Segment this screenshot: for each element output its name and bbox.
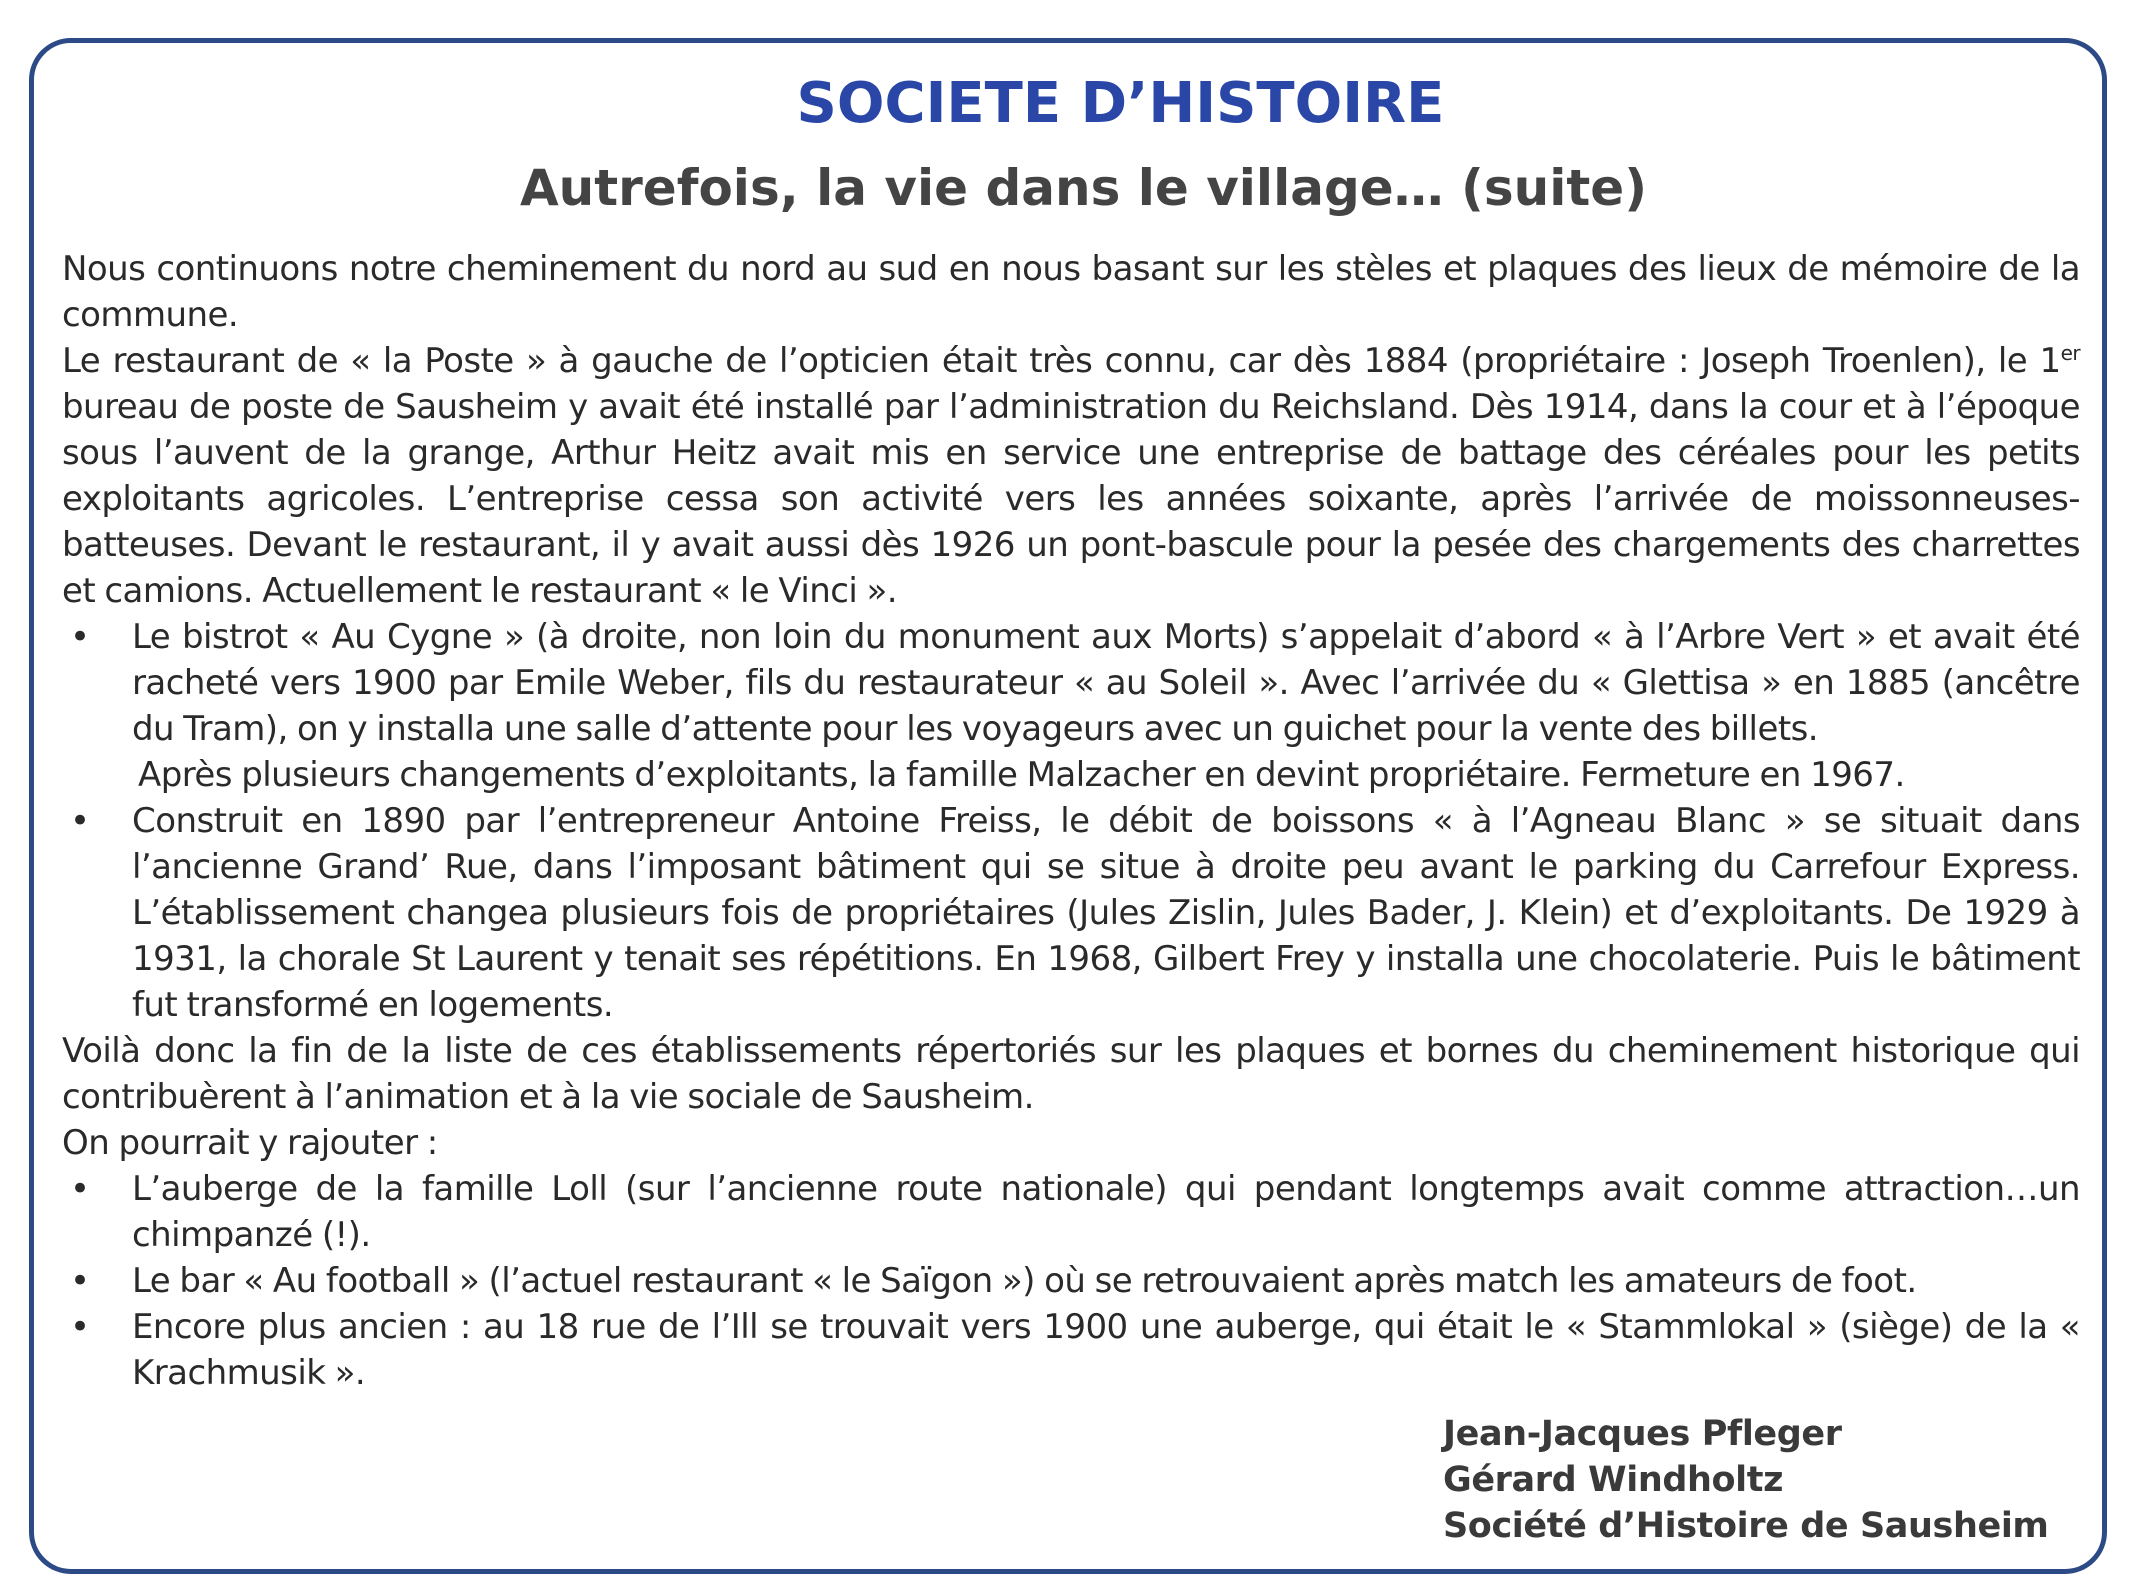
- loll-paragraph: L’auberge de la famille Loll (sur l’ancienne route nationale) qui pendant longtemps avait comme attraction…un chimpanzé (!).: [132, 1169, 2080, 1255]
- football-paragraph: Le bar « Au football » (l’actuel restaurant « le Saïgon ») où se retrouvaient après match les amateurs de foot.: [132, 1261, 1917, 1301]
- list-item-loll: [62, 1166, 2080, 1258]
- intro-paragraph: Nous continuons notre cheminement du nord au sud en nous basant sur les stèles et plaques des lieux de mémoire de la commune.: [62, 249, 2080, 335]
- list-item-agneau: [62, 798, 2080, 1028]
- ordinal-superscript: er: [2060, 341, 2080, 365]
- conclusion-paragraph: Voilà donc la fin de la liste de ces établissements répertoriés sur les plaques et bornes du cheminement historique qui contribuèrent à l’animation et à la vie sociale de Sausheim.: [62, 1031, 2080, 1117]
- bullet-icon: •: [70, 1307, 90, 1347]
- page-subtitle: Autrefois, la vie dans le village… (suite): [519, 159, 1648, 217]
- bullet-icon: •: [70, 617, 90, 657]
- bullet-icon: •: [70, 801, 90, 841]
- agneau-paragraph: Construit en 1890 par l’entrepreneur Antoine Freiss, le débit de boissons « à l’Agneau Blanc » se situait dans l’ancienne Grand’ Rue, dans l’imposant bâtiment qui se situe à droite peu avant le parking du Carrefour Express. L’établissement changea plusieurs fois de propriétaires (Jules Zislin, Jules Bader, J. Klein) et d’exploitants. De 1929 à 1931, la chorale St Laurent y tenait ses répétitions. En 1968, Gilbert Frey y installa une chocolaterie. Puis le bâtiment fut transformé en logements.: [132, 801, 2080, 1025]
- ill-paragraph: Encore plus ancien : au 18 rue de l’Ill se trouvait vers 1900 une auberge, qui était le « Stammlokal » (siège) de la « Krachmusik ».: [132, 1307, 2080, 1393]
- list-item-football: [62, 1258, 2080, 1304]
- bullet-icon: •: [70, 1261, 90, 1301]
- signature-block: [1443, 1411, 2049, 1549]
- rajouter-line: On pourrait y rajouter :: [62, 1123, 438, 1163]
- poste-paragraph: [62, 338, 2080, 614]
- author-name: Gérard Windholtz: [1443, 1460, 1784, 1500]
- author-name: Jean-Jacques Pfleger: [1443, 1414, 1842, 1454]
- list-item-ill: [62, 1304, 2080, 1396]
- cygne-continuation: Après plusieurs changements d’exploitants, la famille Malzacher en devint propriétaire. Fermeture en 1967.: [138, 755, 1905, 795]
- page-title: SOCIETE D’HISTOIRE: [796, 71, 1445, 136]
- bullet-icon: •: [70, 1169, 90, 1209]
- poste-text-end: bureau de poste de Sausheim y avait été installé par l’administration du Reichsland. Dès 1914, dans la cour et à l’époque sous l’auvent de la grange, Arthur Heitz avait mis en service une entreprise de battage des céréales pour les petits exploitants agricoles. L’entreprise cessa son activité vers les années soixante, après l’arrivée de moissonneuses-batteuses. Devant le restaurant, il y avait aussi dès 1926 un pont-bascule pour la pesée des chargements des charrettes et camions. Actuellement le restaurant « le Vinci ».: [62, 387, 2080, 611]
- article-body: [62, 246, 2080, 1396]
- list-item-cygne: [62, 614, 2080, 752]
- poste-text-start: Le restaurant de « la Poste » à gauche de l’opticien était très connu, car dès 1884 (propriétaire : Joseph Troenlen), le 1: [62, 341, 2061, 381]
- cygne-paragraph: Le bistrot « Au Cygne » (à droite, non loin du monument aux Morts) s’appelait d’abord « à l’Arbre Vert » et avait été racheté vers 1900 par Emile Weber, fils du restaurateur « au Soleil ». Avec l’arrivée du « Glettisa » en 1885 (ancêtre du Tram), on y installa une salle d’attente pour les voyageurs avec un guichet pour la vente des billets.: [132, 617, 2080, 749]
- organization-name: Société d’Histoire de Sausheim: [1443, 1506, 2049, 1546]
